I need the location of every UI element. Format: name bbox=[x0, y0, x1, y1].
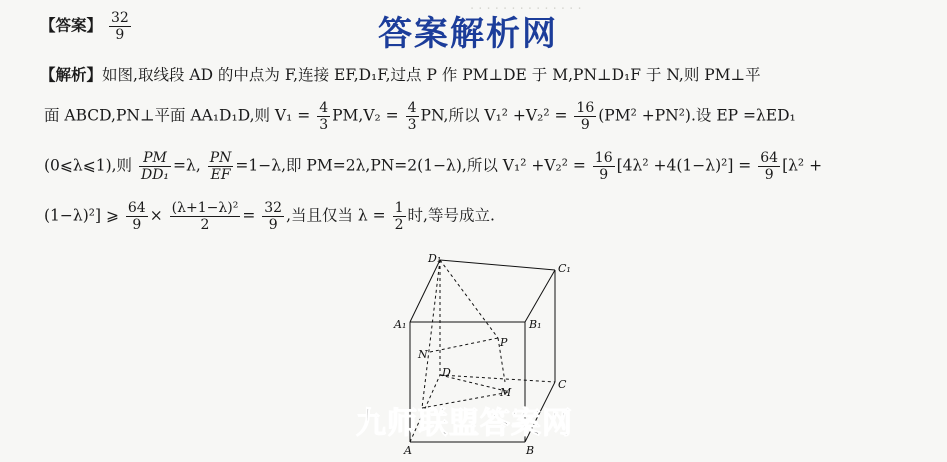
frac-num: (λ+1−λ)² bbox=[171, 200, 239, 216]
frac-den: 3 bbox=[407, 117, 417, 133]
frac-num: 64 bbox=[760, 150, 779, 166]
fraction-pn-ef bbox=[208, 150, 234, 183]
label-n: N bbox=[418, 348, 428, 361]
frac-den: 9 bbox=[132, 217, 142, 233]
label-d: D bbox=[442, 366, 451, 379]
frac-den: 2 bbox=[200, 217, 210, 233]
fraction-32-9 bbox=[262, 200, 284, 233]
bleed-text: · · · · · · · · · · · · · · bbox=[470, 2, 582, 17]
frac-den: EF bbox=[210, 167, 231, 183]
analysis-tag: 【解析】 bbox=[40, 65, 103, 84]
analysis-text-2a: 面 ABCD,PN⊥平面 AA₁D₁D,则 V₁ = bbox=[44, 106, 311, 125]
edge-b1-c1 bbox=[525, 270, 555, 322]
frac-den: DD₁ bbox=[140, 167, 170, 183]
frac-num: 4 bbox=[407, 100, 417, 116]
label-c1: C₁ bbox=[558, 262, 571, 275]
analysis-text-1: 如图,取线段 AD 的中点为 F,连接 EF,D₁F,过点 P 作 PM⊥DE 于 M,PN⊥D₁F 于 N,则 PM⊥平 bbox=[102, 66, 761, 84]
analysis-line-4 bbox=[44, 200, 947, 233]
analysis-text-3a: (0⩽λ⩽1),则 bbox=[44, 156, 133, 175]
frac-den: 9 bbox=[599, 167, 609, 183]
analysis-text-2b: PM,V₂ = bbox=[332, 106, 399, 125]
analysis-text-4e: 时,等号成立. bbox=[407, 206, 495, 225]
frac-den: 3 bbox=[319, 117, 329, 133]
answer-num: 32 bbox=[110, 10, 129, 26]
frac-den: 9 bbox=[764, 167, 774, 183]
label-b: B bbox=[526, 444, 535, 457]
analysis-text-3c: =1−λ,即 PM=2λ,PN=2(1−λ),所以 V₁² +V₂² = bbox=[235, 156, 586, 175]
frac-den: 2 bbox=[394, 217, 404, 233]
analysis-line-2 bbox=[44, 100, 947, 133]
fraction-pm-dd1 bbox=[139, 150, 171, 183]
frac-num: 64 bbox=[127, 200, 146, 216]
analysis-text-3d: [4λ² +4(1−λ)²] = bbox=[616, 156, 752, 175]
analysis-text-2c: PN,所以 V₁² +V₂² = bbox=[420, 106, 568, 125]
fraction-16-9-a bbox=[574, 100, 596, 133]
frac-num: 16 bbox=[594, 150, 613, 166]
answer-den: 9 bbox=[115, 27, 125, 43]
analysis-text-2d: (PM² +PN²).设 EP =λED₁ bbox=[598, 106, 796, 125]
analysis-text-3b: =λ, bbox=[173, 156, 201, 175]
analysis-text-4b: × bbox=[149, 206, 163, 225]
fraction-16-9-b bbox=[593, 150, 615, 183]
analysis-line-3 bbox=[44, 150, 947, 183]
edge-a1-d1 bbox=[410, 260, 440, 322]
frac-num: 1 bbox=[394, 200, 404, 216]
answer-line bbox=[40, 10, 947, 43]
analysis-text-4c: = bbox=[242, 206, 256, 225]
label-a1: A₁ bbox=[394, 318, 407, 331]
answer-fraction bbox=[109, 10, 131, 43]
watermark-top: 答案解析网 bbox=[378, 14, 558, 54]
answer-tag: 【答案】 bbox=[40, 15, 103, 35]
edge-d1-c1 bbox=[440, 260, 555, 270]
frac-den: 9 bbox=[580, 117, 590, 133]
frac-num: PM bbox=[139, 150, 171, 167]
edge-d-c-hidden bbox=[440, 375, 555, 382]
fraction-4-3-a bbox=[317, 100, 330, 133]
analysis-text-4d: ,当且仅当 λ = bbox=[286, 206, 386, 225]
frac-num: 4 bbox=[319, 100, 329, 116]
fraction-square bbox=[170, 200, 241, 233]
fraction-half bbox=[393, 200, 406, 233]
frac-num: PN bbox=[209, 150, 232, 166]
frac-den: 9 bbox=[268, 217, 278, 233]
frac-num: 16 bbox=[576, 100, 595, 116]
analysis-text-3e: [λ² + bbox=[782, 156, 823, 175]
segment-d1-p bbox=[440, 260, 498, 338]
label-a: A bbox=[404, 444, 412, 457]
label-m: M bbox=[500, 386, 512, 399]
fraction-64-9-b bbox=[126, 200, 148, 233]
analysis-line-1 bbox=[40, 64, 947, 86]
label-d1: D₁ bbox=[428, 252, 442, 265]
label-b1: B₁ bbox=[529, 318, 542, 331]
fraction-4-3-b bbox=[406, 100, 419, 133]
label-p: P bbox=[500, 336, 508, 349]
watermark-bottom: 九师联盟答案网 bbox=[356, 406, 573, 441]
segment-d1-f bbox=[422, 260, 440, 408]
frac-num: 32 bbox=[264, 200, 283, 216]
label-c: C bbox=[558, 378, 567, 391]
fraction-64-9-a bbox=[758, 150, 780, 183]
analysis-text-4a: (1−λ)²] ⩾ bbox=[44, 206, 119, 225]
